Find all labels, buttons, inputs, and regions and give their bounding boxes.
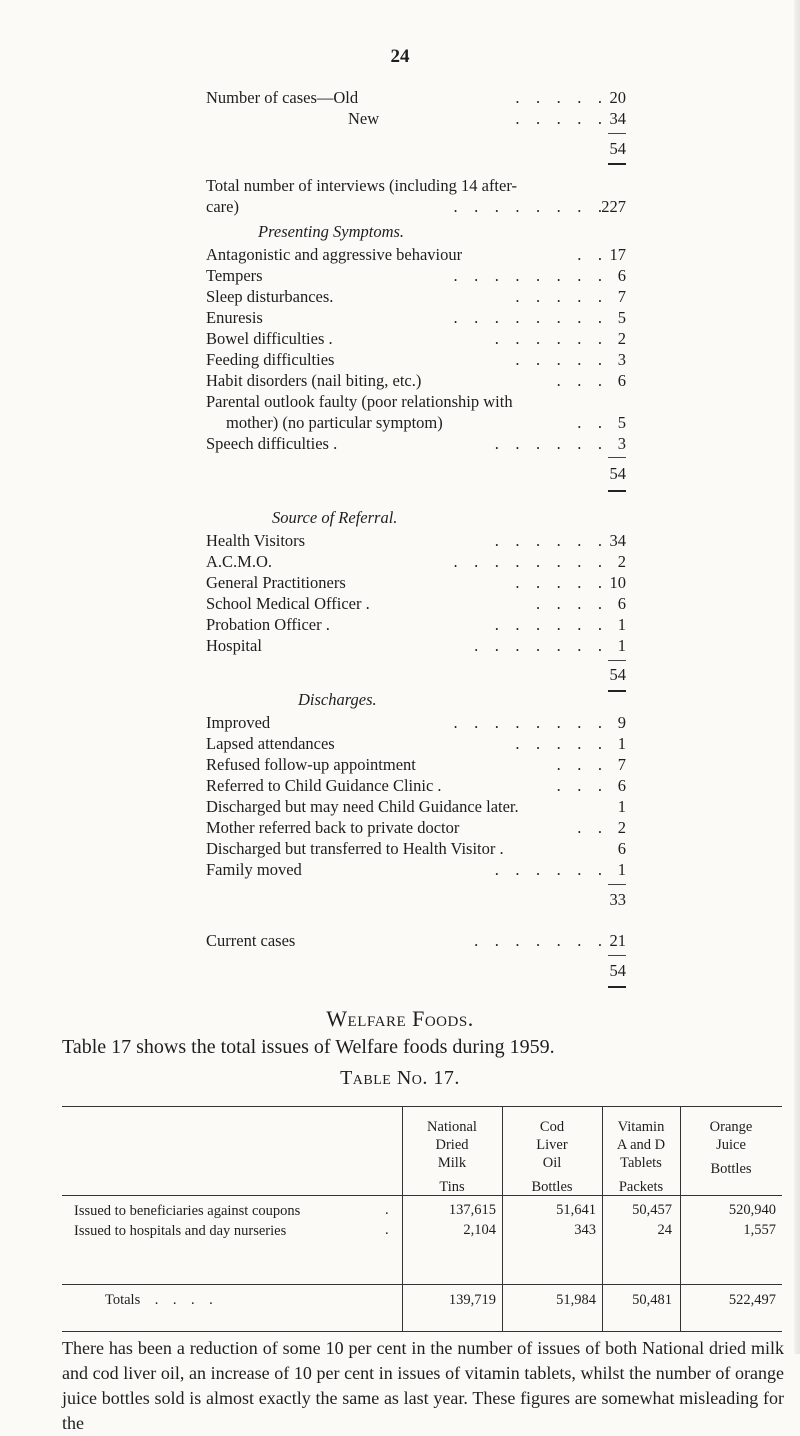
table-row-label: Issued to hospitals and day nurseries — [74, 1223, 287, 1239]
interviews-line2: care) . . . . . . . . 227 — [206, 197, 626, 216]
page-number: 24 — [390, 46, 410, 67]
totals-cell: 51,984 — [556, 1292, 596, 1308]
referral-row: General Practitioners . . . . . 10 — [206, 573, 626, 592]
current-cases-label: Current cases — [206, 931, 296, 950]
cases-old-value: 20 — [609, 88, 626, 107]
table-title: Table No. 17. — [340, 1067, 460, 1089]
scan-edge — [794, 0, 800, 1354]
table-cell: 137,615 — [448, 1202, 496, 1218]
col-header-national-milk: National Dried Milk Tins — [427, 1119, 477, 1195]
symptom-row: Sleep disturbances. . . . . . 7 — [206, 287, 626, 306]
col-header-cod-liver-oil: Cod Liver Oil Bottles — [531, 1119, 573, 1195]
row-dot: . — [385, 1222, 389, 1238]
total-rule — [608, 986, 626, 988]
table-row-label: Issued to beneficiaries against coupons — [74, 1203, 301, 1219]
col-header-orange-juice: Orange Juice Bottles — [709, 1119, 753, 1177]
cases-new-value: 34 — [609, 109, 626, 128]
sum-rule — [608, 660, 626, 661]
leader-dots: . . . . . — [515, 109, 602, 128]
cases-total-row — [206, 138, 626, 159]
referral-total-row — [206, 664, 626, 685]
referral-total: 54 — [609, 665, 626, 684]
grand-total: 54 — [609, 961, 626, 980]
discharges-total: 33 — [609, 890, 626, 909]
discharge-row: Improved . . . . . . . . 9 — [206, 713, 626, 732]
symptom-row: Parental outlook faulty (poor relationship with — [206, 392, 513, 411]
symptom-row: Antagonistic and aggressive behaviour . . 17 — [206, 245, 626, 264]
totals-label: Totals . . . . — [105, 1292, 213, 1308]
table-cell: 51,641 — [556, 1202, 596, 1218]
current-cases-value: 21 — [609, 931, 626, 950]
leader-dots: . . . . . — [515, 88, 602, 107]
symptoms-total: 54 — [609, 464, 626, 483]
referral-row: Hospital . . . . . . . 1 — [206, 636, 626, 655]
cases-new-row — [206, 108, 626, 129]
col-header-vitamin-tablets: Vitamin A and D Tablets Packets — [616, 1119, 666, 1195]
cases-old-row — [206, 87, 626, 108]
leader-dots: . . . . . . . . — [453, 197, 602, 216]
table-cell: 50,457 — [632, 1202, 672, 1218]
grand-total-row — [206, 960, 626, 981]
row-dot: . — [385, 1202, 389, 1218]
symptom-row: Tempers . . . . . . . . 6 — [206, 266, 626, 285]
referral-row: School Medical Officer . . . . . 6 — [206, 594, 626, 613]
discharges-total-row — [206, 889, 626, 910]
sum-rule — [608, 457, 626, 458]
table-cell: 520,940 — [728, 1202, 776, 1218]
symptom-row: Enuresis . . . . . . . . 5 — [206, 308, 626, 327]
symptom-row: Feeding difficulties . . . . . 3 — [206, 350, 626, 369]
referral-row: Probation Officer . . . . . . . 1 — [206, 615, 626, 634]
symptoms-total-row — [206, 463, 626, 484]
total-rule — [608, 490, 626, 492]
referral-row: Health Visitors . . . . . . 34 — [206, 531, 626, 550]
total-rule — [608, 163, 626, 165]
source-of-referral-heading: Source of Referral. — [272, 508, 398, 527]
table-top-rule — [62, 1106, 782, 1107]
table-bottom-rule — [62, 1331, 782, 1332]
sum-rule — [608, 133, 626, 134]
sum-rule — [608, 884, 626, 885]
discharges-heading: Discharges. — [298, 690, 377, 709]
symptom-row: Speech difficulties . . . . . . . 3 — [206, 434, 626, 453]
totals-cell: 50,481 — [632, 1292, 672, 1308]
cases-old-label: Old — [333, 88, 359, 107]
symptom-row: mother) (no particular symptom) . . 5 — [226, 413, 626, 432]
discharge-row: Family moved . . . . . . 1 — [206, 860, 626, 879]
totals-cell: 139,719 — [448, 1292, 496, 1308]
interviews-value: 227 — [601, 197, 626, 216]
sum-rule — [608, 955, 626, 956]
cases-total: 54 — [609, 139, 626, 158]
presenting-symptoms-heading: Presenting Symptoms. — [258, 222, 405, 241]
discharge-row: Mother referred back to private doctor . . 2 — [206, 818, 626, 837]
table-totals-rule — [62, 1284, 782, 1285]
discharge-row: Discharged but transferred to Health Visitor . 6 — [206, 839, 626, 858]
closing-paragraph: There has been a reduction of some 10 per cent in the number of issues of both National dried milk and cod liver oil, an increase of 10 per cent in issues of vitamin tablets, whilst the number of orange juice bottles sold is almost exactly the same as last year. These figures are somewhat misleading for the — [62, 1338, 784, 1433]
cases-new-label: New — [348, 109, 380, 128]
cases-label-prefix: Number of cases— — [206, 88, 334, 107]
table-cell: 24 — [657, 1222, 672, 1238]
table-header-rule — [62, 1195, 782, 1196]
discharge-row: Refused follow-up appointment . . . 7 — [206, 755, 626, 774]
welfare-foods-title: Welfare Foods. — [326, 1006, 474, 1031]
symptom-row: Bowel difficulties . . . . . . . 2 — [206, 329, 626, 348]
table-cell: 2,104 — [463, 1222, 496, 1238]
table-cell: 343 — [574, 1222, 596, 1238]
discharge-row: Discharged but may need Child Guidance later. 1 — [206, 797, 626, 816]
discharge-row: Lapsed attendances . . . . . 1 — [206, 734, 626, 753]
total-rule — [608, 690, 626, 692]
discharge-row: Referred to Child Guidance Clinic . . . . 6 — [206, 776, 626, 795]
current-cases-row: Current cases . . . . . . . 21 — [206, 931, 626, 950]
interviews-line1: Total number of interviews (including 14 after- — [206, 176, 518, 195]
referral-row: A.C.M.O. . . . . . . . . 2 — [206, 552, 626, 571]
symptom-row: Habit disorders (nail biting, etc.) . . . 6 — [206, 371, 626, 390]
welfare-foods-intro: Table 17 shows the total issues of Welfare foods during 1959. — [62, 1036, 555, 1058]
totals-cell: 522,497 — [728, 1292, 776, 1308]
table-cell: 1,557 — [743, 1222, 776, 1238]
